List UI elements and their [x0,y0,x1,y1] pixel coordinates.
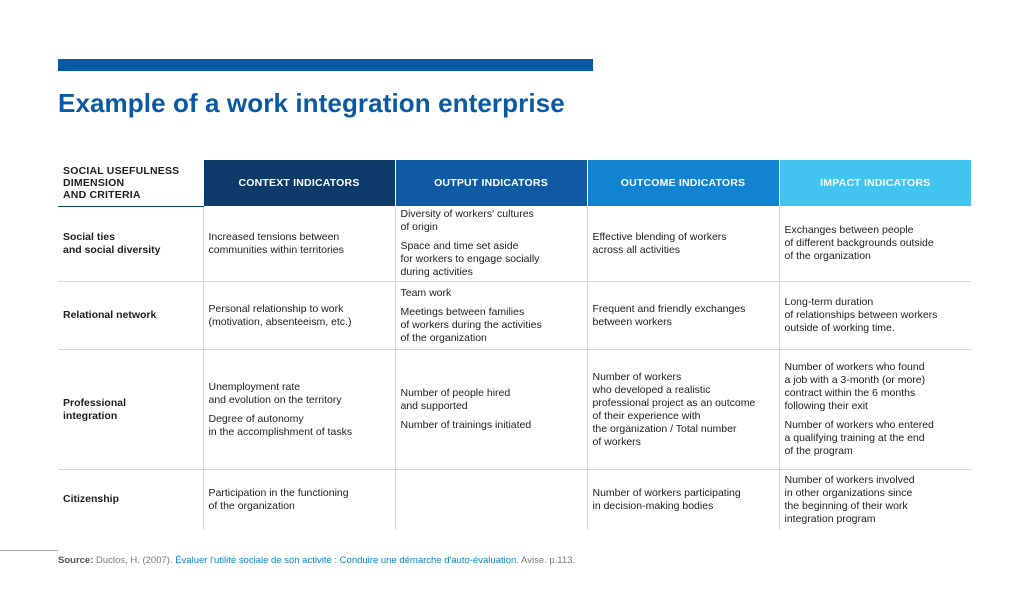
impact-cell [779,470,971,530]
impact-cell [779,282,971,350]
indicator-line: of different backgrounds outside [784,237,934,249]
output-cell [395,470,587,530]
criteria-line: Social ties [63,230,115,243]
indicator-line: for workers to engage socially [400,253,540,265]
impact-cell [779,350,971,470]
indicator-text [401,306,582,345]
header-dimension-line: DIMENSION [63,176,125,189]
context-cell [203,206,395,282]
title-accent-bar [58,59,593,71]
indicator-line: Space and time set aside [400,240,519,252]
outcome-cell [587,470,779,530]
page-title: Example of a work integration enterprise [58,88,565,118]
indicator-line: professional project as an outcome [592,396,756,409]
source-citation [58,555,575,566]
indicator-line: Number of people hired [400,387,511,399]
indicator-line: across all activities [592,243,681,256]
indicator-text [401,387,582,413]
indicator-text [593,303,774,329]
indicators-table [58,160,971,530]
indicator-line: of workers [592,435,641,448]
source-publisher: . Avise. p.113. [516,555,576,566]
outcome-cell [587,282,779,350]
indicator-line: during activities [400,266,473,278]
context-cell [203,470,395,530]
indicator-line: a qualifying training at the end [784,432,925,444]
indicator-line: integration program [784,512,876,525]
indicator-line: Number of trainings initiated [400,419,532,431]
indicator-text [209,303,390,329]
criteria-cell [58,206,203,282]
indicator-text [209,487,390,513]
indicator-line: (motivation, absenteeism, etc.) [208,315,352,328]
indicator-text [593,231,774,257]
indicator-line: Number of workers participating [592,486,741,499]
indicator-line: of origin [400,221,438,233]
indicator-line: the beginning of their work [784,499,908,512]
context-cell [203,350,395,470]
output-cell [395,350,587,470]
indicator-line: Participation in the functioning [208,486,349,499]
indicator-line: the organization / Total number [592,422,737,435]
table-row [58,206,971,282]
indicator-line: of the organization [208,499,295,512]
indicator-line: in decision-making bodies [592,499,714,512]
header-outcome-indicators: OUTCOME INDICATORS [587,160,779,206]
header-row [58,160,971,206]
indicator-text [401,287,582,300]
indicator-text [593,487,774,513]
outcome-cell [587,206,779,282]
table-row [58,282,971,350]
indicator-line: Frequent and friendly exchanges [592,302,746,315]
indicator-line: of their experience with [592,409,701,422]
header-context-indicators: CONTEXT INDICATORS [203,160,395,206]
indicator-line: who developed a realistic [592,383,711,396]
indicator-line: Number of workers involved [784,473,915,486]
indicator-text [209,231,390,257]
indicator-line: of the organization [784,250,871,262]
indicator-line: in other organizations since [784,486,913,499]
criteria-line: and social diversity [63,243,161,256]
criteria-cell [58,350,203,470]
indicator-line: communities within territories [208,243,344,256]
indicator-line: Personal relationship to work [208,302,344,315]
indicator-line: Meetings between families [400,305,525,318]
header-dimension-line: SOCIAL USEFULNESS [63,164,180,177]
table-row [58,350,971,470]
criteria-line: Citizenship [63,493,120,506]
footnote-divider [0,550,58,551]
indicator-line: Effective blending of workers [592,230,727,243]
indicator-line: between workers [592,315,672,328]
outcome-cell [587,350,779,470]
indicator-line: contract within the 6 months [784,387,916,399]
indicator-line: a job with a 3-month (or more) [784,374,926,386]
indicator-line: of relationships between workers [784,309,938,321]
indicator-line: of the program [784,445,853,457]
header-impact-indicators: IMPACT INDICATORS [779,160,971,206]
source-label: Source: [58,555,94,566]
indicator-line: Number of workers who entered [784,419,934,431]
criteria-cell [58,282,203,350]
indicator-text [593,371,774,449]
indicator-line: and supported [400,400,468,412]
indicator-line: Degree of autonomy [208,412,304,425]
indicator-text [785,361,967,413]
indicator-line: outside of working time. [784,322,895,334]
indicator-line: Diversity of workers' cultures [400,208,534,220]
indicator-line: Exchanges between people [784,224,914,236]
output-cell [395,206,587,282]
indicator-text [785,224,967,263]
impact-cell [779,206,971,282]
criteria-line: Professional [63,396,127,409]
indicator-line: and evolution on the territory [208,393,342,406]
header-output-indicators: OUTPUT INDICATORS [395,160,587,206]
indicator-line: following their exit [784,400,868,412]
indicator-text [785,419,967,458]
indicator-line: Number of workers [592,370,682,383]
header-dimension [58,160,203,206]
indicator-text [401,419,582,432]
output-cell [395,282,587,350]
criteria-line: integration [63,409,118,422]
table-row [58,470,971,530]
indicator-text [401,240,582,279]
source-work-link[interactable]: Évaluer l'utilité sociale de son activité : Conduire une démarche d'auto-évaluation [175,555,517,566]
indicator-text [785,296,967,335]
indicator-text [209,381,390,407]
indicator-text [785,474,967,526]
indicator-line: Number of workers who found [784,361,925,373]
criteria-line: Relational network [63,309,157,321]
indicator-line: Team work [400,286,452,299]
indicator-line: Long-term duration [784,296,874,308]
header-dimension-line: AND CRITERIA [63,188,141,201]
context-cell [203,282,395,350]
indicator-text [401,208,582,234]
indicator-line: in the accomplishment of tasks [208,425,353,438]
indicator-line: of the organization [400,331,487,344]
indicator-text [209,413,390,439]
criteria-cell [58,470,203,530]
source-author: Duclos, H. (2007). [93,555,176,566]
indicator-line: of workers during the activities [400,318,542,331]
indicator-line: Unemployment rate [208,380,301,393]
indicator-line: Increased tensions between [208,230,340,243]
